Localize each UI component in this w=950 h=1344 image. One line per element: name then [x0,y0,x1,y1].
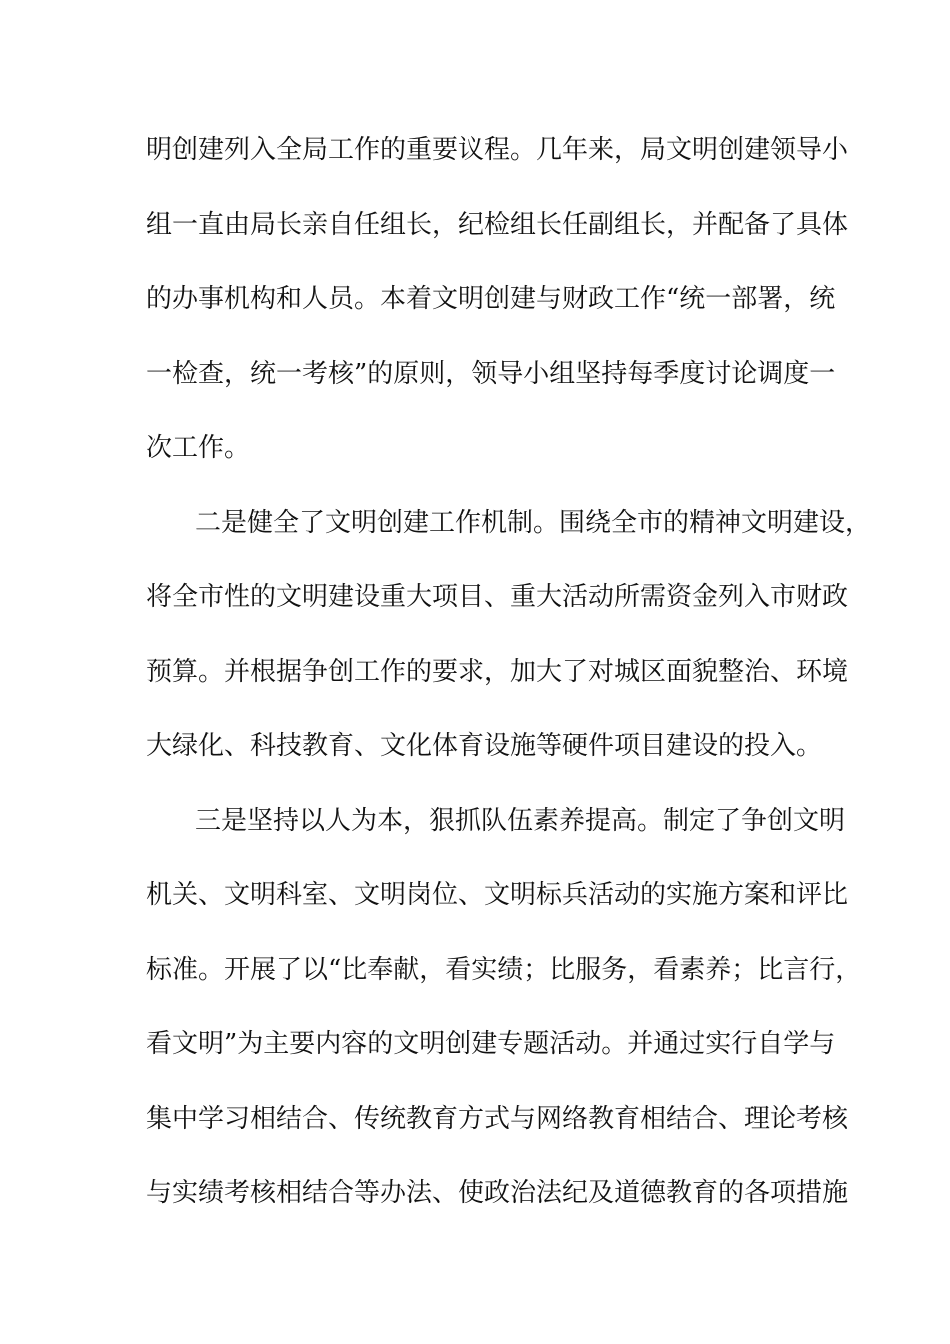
text-line: 与实绩考核相结合等办法、使政治法纪及道德教育的各项措施 [146,1178,849,1208]
text-line: 的办事机构和人员。本着文明创建与财政工作“统一部署，统 [146,284,836,314]
text-line: 看文明”为主要内容的文明创建专题活动。并通过实行自学与 [146,1029,836,1059]
text-line: 一检查，统一考核”的原则，领导小组坚持每季度讨论调度一 [146,358,836,389]
body-text [146,132,872,1250]
text-line: 大绿化、科技教育、文化体育设施等硬件项目建设的投入。 [146,731,823,761]
text-line: 组一直由局长亲自任组长，纪检组长任副组长，并配备了具体 [146,209,849,240]
text-line: 次工作。 [146,433,251,463]
text-line: 明创建列入全局工作的重要议程。几年来，局文明创建领导小 [146,135,849,165]
paragraph-start-line: 二是健全了文明创建工作机制。围绕全市的精神文明建设， [195,507,872,538]
text-line: 预算。并根据争创工作的要求，加大了对城区面貌整治、环境 [146,656,849,687]
text-line: 将全市性的文明建设重大项目、重大活动所需资金列入市财政 [146,582,849,612]
text-line: 机关、文明科室、文明岗位、文明标兵活动的实施方案和评比 [146,880,849,910]
paragraph-start-line: 三是坚持以人为本，狠抓队伍素养提高。制定了争创文明 [195,805,846,836]
text-line: 标准。开展了以“比奉献，看实绩；比服务，看素养；比言行， [146,954,862,985]
text-line: 集中学习相结合、传统教育方式与网络教育相结合、理论考核 [146,1103,849,1134]
